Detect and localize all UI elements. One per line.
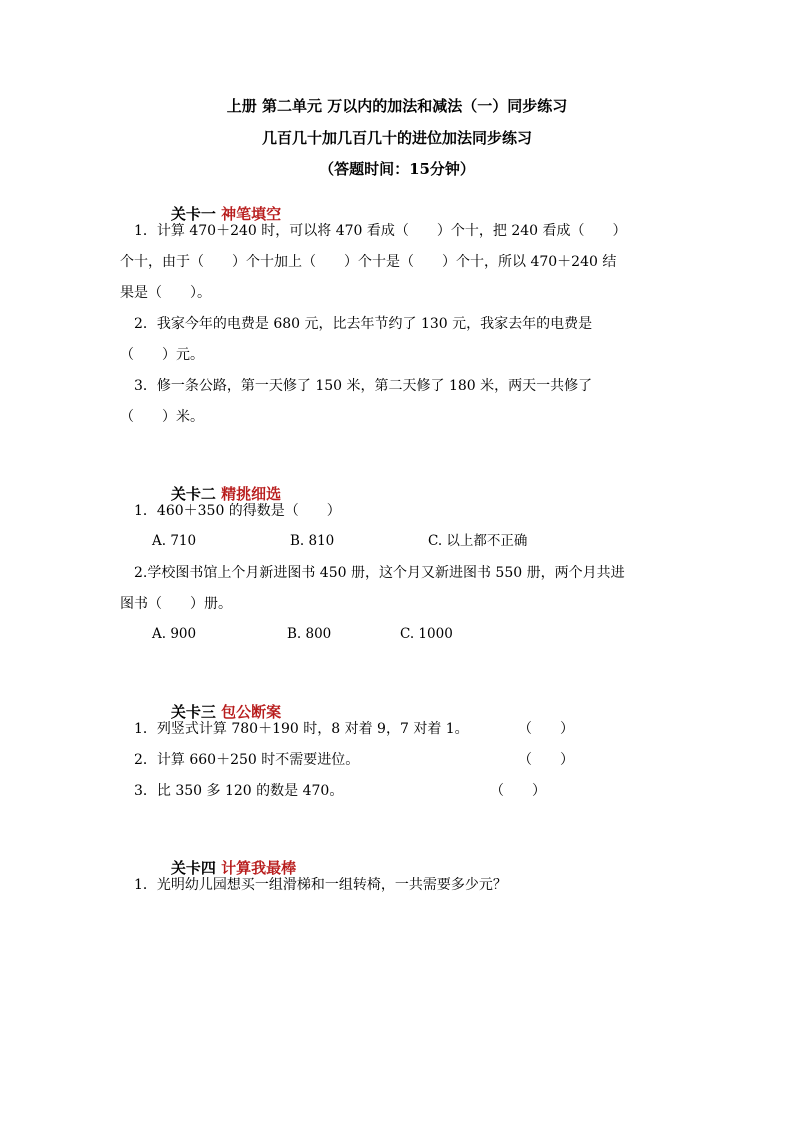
judge-q3-blank: （ ） (490, 783, 546, 799)
calc-q1-text: 1．光明幼儿园想买一组滑梯和一组转椅，一共需要多少元？ (134, 877, 507, 893)
answer-time: （答题时间：15分钟） (319, 160, 475, 178)
section-3-name: 包公断案 (221, 703, 282, 721)
choice-q2-line2: 图书（ ）册。 (120, 596, 232, 612)
worksheet-title: 上册 第二单元 万以内的加法和减法（一）同步练习 (226, 97, 568, 115)
section-2-level: 关卡二 (170, 485, 216, 503)
choice-q1-option-a: A. 710 (152, 533, 197, 549)
worksheet-subtitle: 几百几十加几百几十的进位加法同步练习 (261, 129, 532, 147)
section-1-name: 神笔填空 (221, 205, 282, 223)
fill-q3-line1: 3．修一条公路，第一天修了 150 米，第二天修了 180 米，两天一共修了 (134, 378, 593, 394)
fill-q2-line1: 2．我家今年的电费是 680 元，比去年节约了 130 元，我家去年的电费是 (134, 316, 593, 332)
fill-q3-line2: （ ）米。 (120, 409, 204, 425)
fill-q2-line2: （ ）元。 (120, 347, 204, 363)
judge-q2-blank: （ ） (518, 752, 574, 768)
fill-q1-line2: 个十，由于（ ）个十加上（ ）个十是（ ）个十，所以 470＋240 结 (120, 254, 617, 270)
choice-q1-option-c: C. 以上都不正确 (428, 533, 528, 549)
section-3-level: 关卡三 (170, 703, 216, 721)
choice-q2-option-c: C. 1000 (400, 626, 453, 642)
section-4-level: 关卡四 (170, 859, 216, 877)
choice-q2-option-b: B. 800 (287, 626, 332, 642)
choice-q2-option-a: A. 900 (152, 626, 197, 642)
section-4-name: 计算我最棒 (221, 859, 297, 877)
fill-q1-line1: 1．计算 470＋240 时，可以将 470 看成（ ）个十，把 240 看成（ ） (134, 223, 627, 239)
choice-q1-text: 1．460＋350 的得数是（ ） (134, 503, 341, 519)
choice-q2-line1: 2.学校图书馆上个月新进图书 450 册，这个月又新进图书 550 册，两个月共进 (134, 565, 625, 581)
judge-q1-blank: （ ） (518, 721, 574, 737)
fill-q1-line3: 果是（ ）。 (120, 285, 211, 301)
judge-q2-text: 2．计算 660＋250 时不需要进位。 (134, 752, 360, 768)
choice-q1-option-b: B. 810 (290, 533, 335, 549)
section-2-name: 精挑细选 (221, 485, 282, 503)
section-1-level: 关卡一 (170, 205, 216, 223)
judge-q3-text: 3．比 350 多 120 的数是 470。 (134, 783, 344, 799)
judge-q1-text: 1．列竖式计算 780＋190 时，8 对着 9，7 对着 1。 (134, 721, 469, 737)
